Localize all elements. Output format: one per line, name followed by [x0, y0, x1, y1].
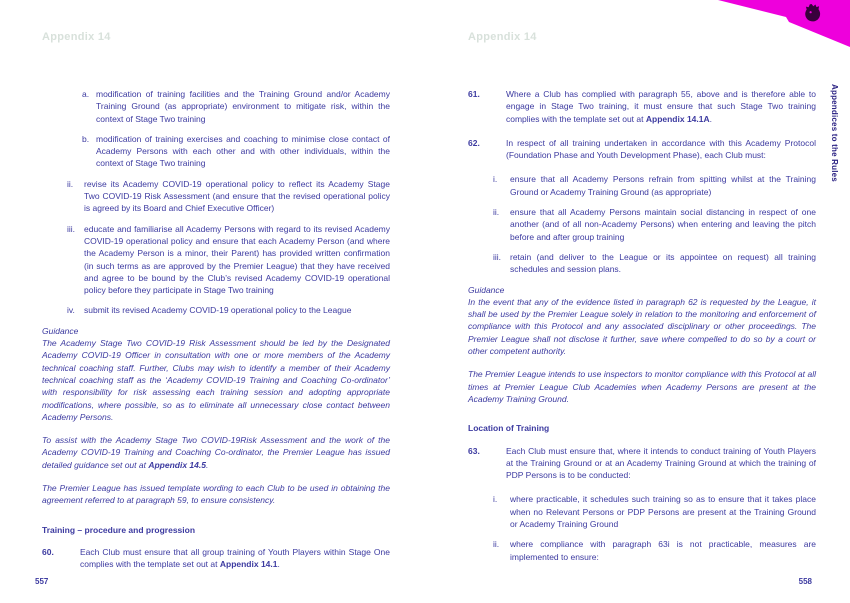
paragraph-text: In respect of all training undertaken in accordance with this Academy Protocol (Foundation Phase and Youth Development Phase), each Club must:: [506, 137, 816, 161]
list-item-text: modification of training facilities and the Training Ground and/or Academy Training Ground (as appropriate) environment to mitigate risk, within the context of Stage Two training: [96, 89, 390, 124]
list-marker: a.: [82, 89, 90, 99]
paragraph-number: 63.: [468, 445, 480, 456]
paragraph-text: [506, 88, 816, 125]
guidance-paragraph: In the event that any of the evidence listed in paragraph 62 is requested by the League, it shall be used by the Premier League solely in relation to the monitoring and enforcement of compliance with this Protocol and any associated disciplinary or other proceedings. The Premier League shall not disclose it further, save where compelled to do so by a court or other competent authority.: [468, 296, 816, 357]
list-marker: iii.: [67, 223, 76, 234]
guidance-paragraph: The Academy Stage Two COVID-19 Risk Assessment should be led by the Designated Academy COVID-19 Officer in consultation with one or more members of the Academy technical coaching staff. Further, Clubs may wish to identify a member of their Academy technical coaching staff as the ‘Academy COVID-19 Training and Coaching Co-ordinator’ with responsibility for risk assessing each training session and adopting appropriate modifications, where possible, so as to eliminate all unnecessary close contact between Academy Persons.: [42, 338, 390, 422]
page-number-left: 557: [35, 577, 49, 586]
list-item-text: where practicable, it schedules such training so as to ensure that it takes place when no Relevant Persons or PDP Persons are present at the Training Ground or Academy Training Ground: [510, 494, 816, 530]
guidance-text: .: [205, 459, 209, 470]
page-number-right: 558: [798, 577, 812, 586]
list-item-a: [82, 88, 390, 125]
paragraph-text-run: Where a Club has complied with paragraph 55, above and is therefore able to engage in Stage Two training, it must ensure that such Stage Two training complies with the template set out at: [506, 89, 816, 124]
list-item-iv: [67, 304, 390, 316]
section-heading-training: Training – procedure and progression: [42, 524, 196, 535]
guidance-paragraph: The Premier League intends to use inspectors to monitor compliance with this Protocol at all times at Premier League Club Academies when Academy Persons are present at the Academy Training Ground.: [468, 369, 816, 404]
magenta-flash-shape: [718, 0, 850, 47]
paragraph-number: 62.: [468, 137, 480, 148]
list-marker: iv.: [67, 305, 75, 316]
paragraph-number: 60.: [42, 546, 54, 557]
appendix-reference: Appendix 14.1: [219, 559, 278, 570]
list-item-62-iii: [493, 251, 816, 276]
list-item-iii: [67, 223, 390, 297]
list-marker: i.: [493, 494, 498, 505]
list-item-text: educate and familiarise all Academy Persons with regard to its revised Academy COVID-19 operational policy and ensure that each Academy Person (and where the Academy Person is a minor, their Parent) has provided written confirmation (in such terms as are approved by the Premier League) that they have received and agree to be bound by the Club’s revised Academy COVID-19 operational policy before they participate in Stage Two training: [84, 223, 390, 296]
paragraph-text: [80, 546, 390, 571]
list-marker: ii.: [493, 207, 500, 218]
guidance-paragraph: [42, 434, 390, 471]
guidance-paragraph: The Premier League has issued template wording to each Club to be used in obtaining the agreement referred to at paragraph 59, to ensure consistency.: [42, 483, 390, 506]
list-item-62-i: [493, 173, 816, 198]
list-item-b: [82, 133, 390, 170]
paragraph-number: 61.: [468, 89, 480, 99]
guidance-text: To assist with the Academy Stage Two COVID-19Risk Assessment and the work of the Academy COVID-19 Training and Coaching Co-ordinator, the Premier League has issued detailed guidance set out at: [42, 435, 390, 470]
appendix-reference: Appendix 14.5: [148, 459, 206, 470]
list-marker: b.: [82, 133, 90, 144]
running-header-left: Appendix 14: [42, 31, 111, 43]
list-marker: iii.: [493, 251, 502, 262]
running-header-right: Appendix 14: [468, 31, 537, 43]
list-item-62-ii: [493, 206, 816, 243]
guidance-label: Guidance: [42, 325, 79, 336]
paragraph-text-run: .: [709, 113, 713, 124]
list-item-text: retain (and deliver to the League or its appointee on request) all training schedules and session plans.: [510, 251, 816, 275]
paragraph-61: [468, 88, 816, 125]
list-item-text: revise its Academy COVID-19 operational policy to reflect its Academy Stage Two COVID-19 Risk Assessment (and ensure that the revised operational policy is agreed by its Board and Chief Executive Officer): [84, 178, 390, 214]
list-item-text: ensure that all Academy Persons refrain from spitting whilst at the Training Ground or Academy Training Ground (as appropriate): [510, 174, 816, 197]
paragraph-60: [42, 546, 390, 571]
list-marker: i.: [493, 174, 498, 185]
guidance-label: Guidance: [468, 284, 505, 295]
list-item-63-ii: [493, 538, 816, 563]
list-marker: ii.: [493, 539, 500, 550]
list-item-text: where compliance with paragraph 63i is not practicable, measures are implemented to ensure:: [510, 539, 816, 562]
paragraph-text-run: Each Club must ensure that all group training of Youth Players within Stage One complies with the template set out at: [80, 546, 390, 570]
paragraph-62: [468, 137, 816, 162]
list-item-text: modification of training exercises and coaching to minimise close contact of Academy Persons with each other and with other individuals, within the context of Stage Two training: [96, 133, 390, 169]
list-item-ii: [67, 178, 390, 215]
left-page-column: [42, 88, 390, 583]
list-item-63-i: [493, 493, 816, 530]
list-item-text: ensure that all Academy Persons maintain social distancing in respect of one another (and of all non-Academy Persons) when entering and leaving the pitch before and after group training: [510, 207, 816, 242]
right-page-column: [468, 88, 816, 571]
appendix-reference: Appendix 14.1A: [645, 113, 710, 124]
paragraph-text-run: .: [277, 559, 280, 570]
sidebar-vertical-label: Appendices to the Rules: [830, 84, 839, 182]
corner-flash-graphic: [690, 0, 850, 55]
paragraph-text: Each Club must ensure that, where it intends to conduct training of Youth Players at the Training Ground or at an Academy Training Ground at which the training of PDP Persons is to be conducted:: [506, 445, 816, 481]
list-marker: ii.: [67, 178, 74, 189]
section-heading-location: Location of Training: [468, 423, 550, 434]
list-item-text: submit its revised Academy COVID-19 operational policy to the League: [84, 305, 352, 316]
paragraph-63: [468, 445, 816, 482]
